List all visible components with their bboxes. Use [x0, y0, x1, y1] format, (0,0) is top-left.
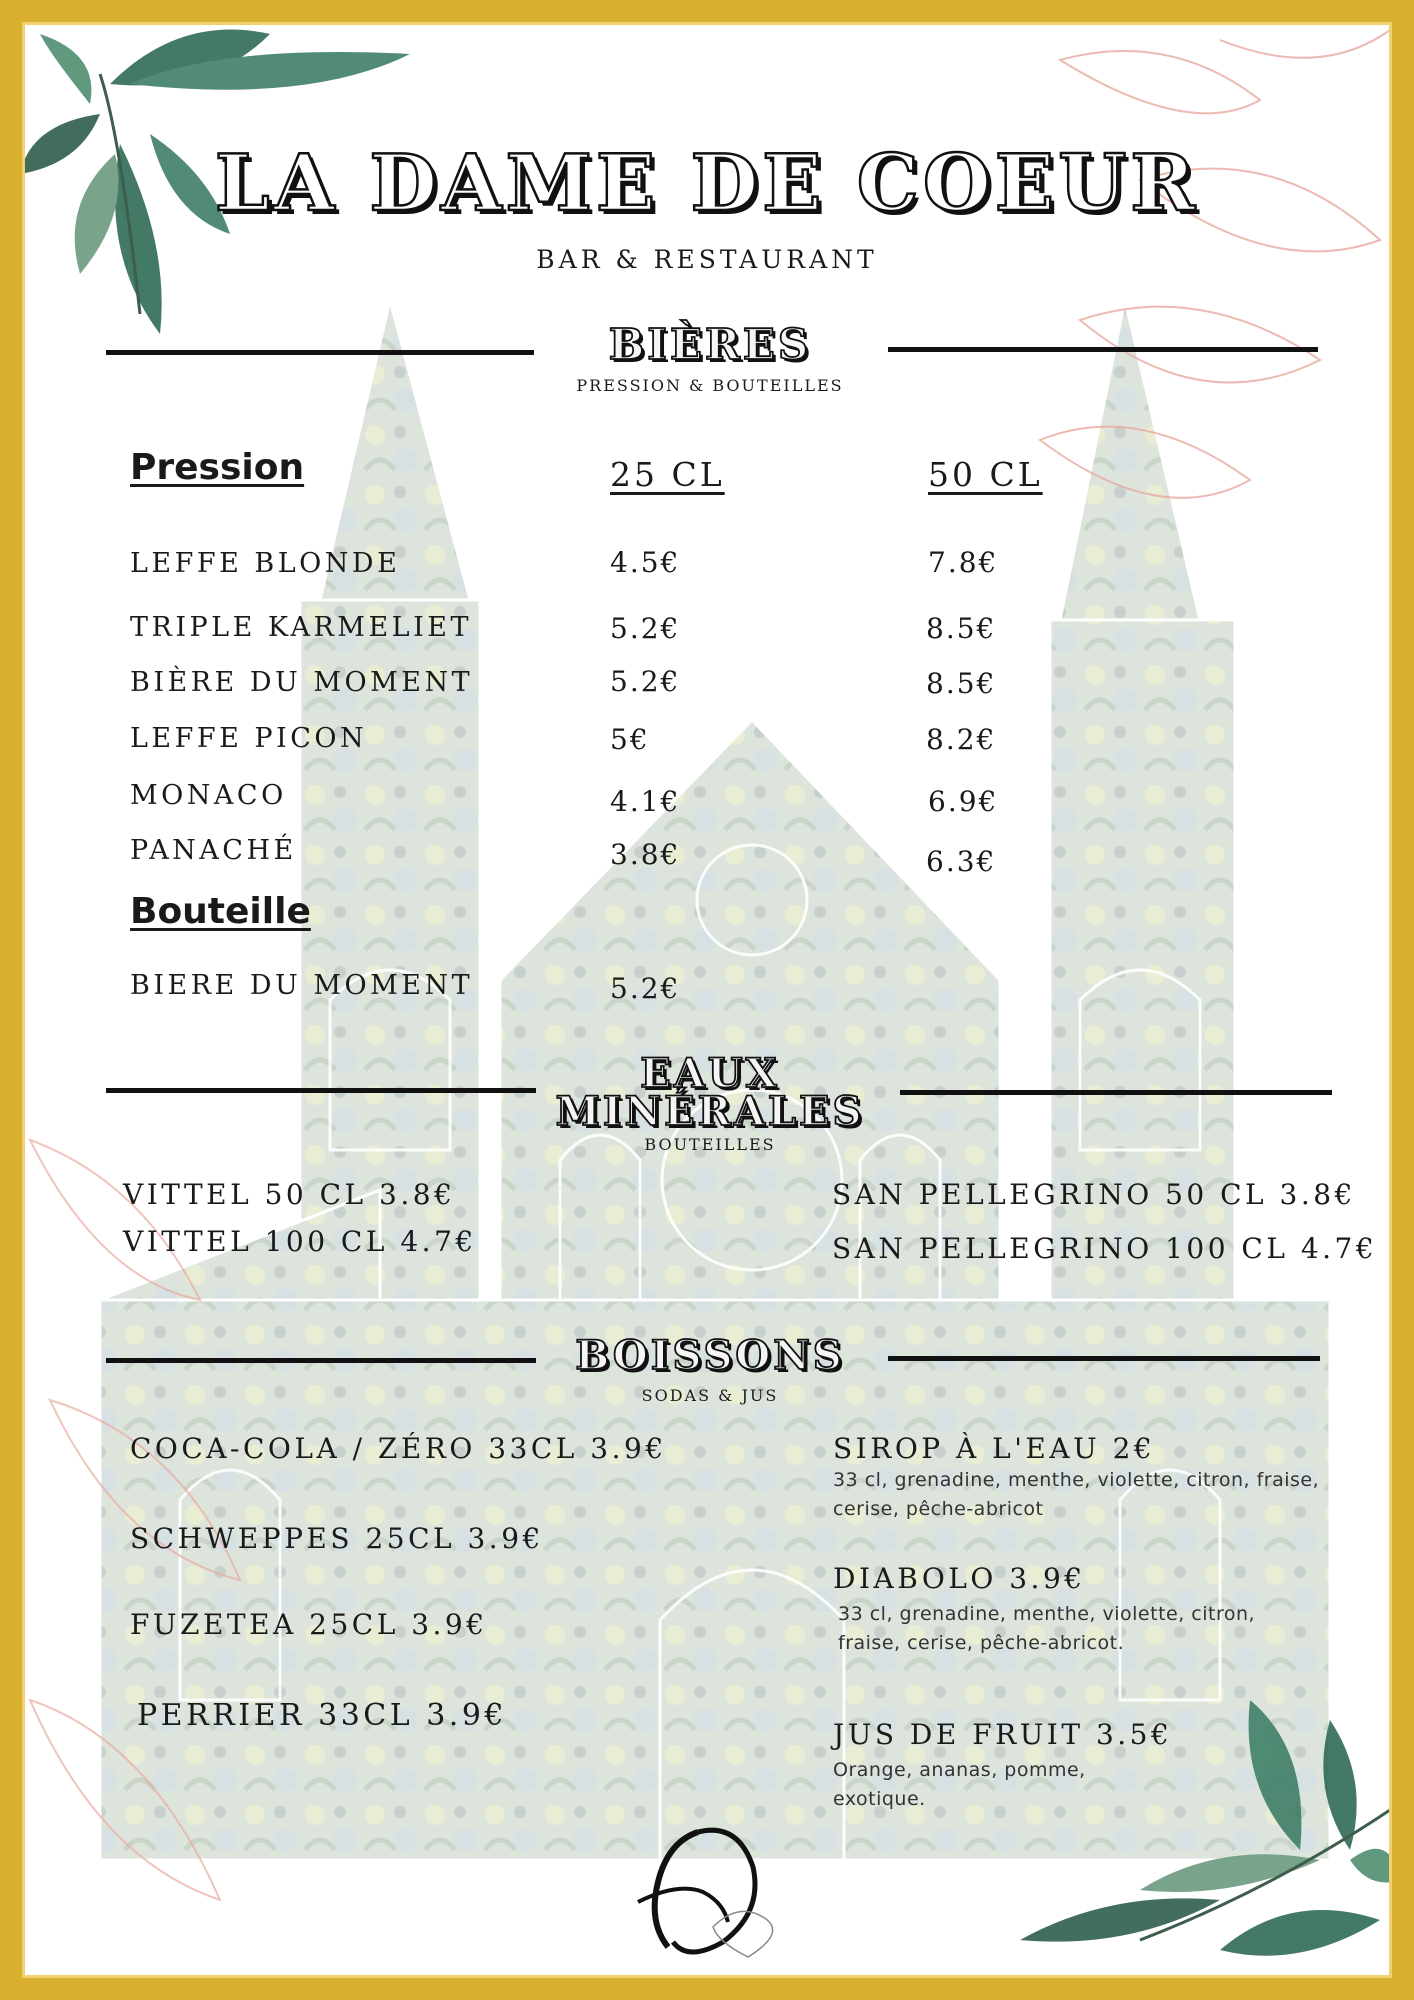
water-item: SAN PELLEGRINO 100 CL 4.7€ — [832, 1232, 1378, 1265]
beer-price-25cl: 5.2€ — [610, 612, 681, 645]
beer-price-25cl: 5€ — [610, 723, 650, 756]
beer-name: BIERE DU MOMENT — [130, 970, 474, 1001]
beer-name: LEFFE PICON — [130, 723, 368, 754]
drink-item: JUS DE FRUIT 3.5€ — [833, 1718, 1173, 1751]
divider-line — [888, 347, 1318, 352]
section-title-waters: EAUX — [640, 1050, 780, 1097]
drink-item: PERRIER 33CL 3.9€ — [137, 1698, 508, 1733]
section-subtitle-waters: BOUTEILLES — [644, 1135, 776, 1154]
beer-price-50cl: 8.5€ — [926, 612, 997, 645]
divider-line — [888, 1356, 1320, 1361]
beer-price-25cl: 4.1€ — [610, 785, 681, 818]
beer-price-25cl: 3.8€ — [610, 838, 681, 871]
beer-name: BIÈRE DU MOMENT — [130, 667, 474, 698]
water-item: VITTEL 100 CL 4.7€ — [123, 1225, 477, 1258]
drink-item: COCA-COLA / ZÉRO 33CL 3.9€ — [130, 1432, 667, 1465]
column-50cl: 50 CL — [928, 455, 1043, 494]
beer-price-50cl: 8.5€ — [926, 667, 997, 700]
divider-line — [106, 1088, 536, 1093]
monogram-logo — [628, 1822, 798, 1962]
drink-item: FUZETEA 25CL 3.9€ — [130, 1608, 488, 1641]
restaurant-subtitle: BAR & RESTAURANT — [536, 245, 878, 274]
column-25cl: 25 CL — [610, 455, 725, 494]
water-item: VITTEL 50 CL 3.8€ — [123, 1178, 456, 1211]
beer-name: PANACHÉ — [130, 835, 297, 866]
beer-name: TRIPLE KARMELIET — [130, 612, 472, 643]
beer-price-50cl: 6.9€ — [928, 785, 999, 818]
beer-price-25cl: 4.5€ — [610, 546, 681, 579]
drink-description: 33 cl, grenadine, menthe, violette, citron, fraise, cerise, pêche-abricot. — [838, 1603, 1256, 1654]
category-draft: Pression — [130, 447, 305, 488]
drink-item: DIABOLO 3.9€ — [833, 1562, 1086, 1595]
section-title-waters-2: MINÉRALES — [555, 1088, 865, 1135]
beer-price-50cl: 7.8€ — [928, 546, 999, 579]
beer-price-50cl: 6.3€ — [926, 845, 997, 878]
category-bottle: Bouteille — [130, 891, 311, 932]
drink-description: Orange, ananas, pomme, exotique. — [833, 1759, 1086, 1810]
section-subtitle-beers: PRESSION & BOUTEILLES — [576, 376, 844, 395]
drink-item: SCHWEPPES 25CL 3.9€ — [130, 1522, 544, 1555]
drink-item: SIROP À L'EAU 2€ — [833, 1432, 1156, 1465]
restaurant-title: LA DAME DE COEUR — [214, 138, 1200, 229]
section-title-drinks: BOISSONS — [575, 1332, 845, 1379]
divider-line — [900, 1090, 1332, 1095]
beer-name: LEFFE BLONDE — [130, 548, 401, 579]
section-subtitle-drinks: SODAS & JUS — [641, 1386, 779, 1405]
drink-description: 33 cl, grenadine, menthe, violette, citron, fraise, cerise, pêche-abricot — [833, 1469, 1320, 1520]
beer-price-25cl: 5.2€ — [610, 665, 681, 698]
divider-line — [106, 350, 534, 355]
section-title-beers: BIÈRES — [608, 320, 812, 369]
water-item: SAN PELLEGRINO 50 CL 3.8€ — [832, 1178, 1356, 1211]
beer-name: MONACO — [130, 780, 287, 811]
beer-price-50cl: 8.2€ — [926, 723, 997, 756]
divider-line — [106, 1358, 536, 1363]
beer-price-bottle: 5.2€ — [610, 972, 681, 1005]
